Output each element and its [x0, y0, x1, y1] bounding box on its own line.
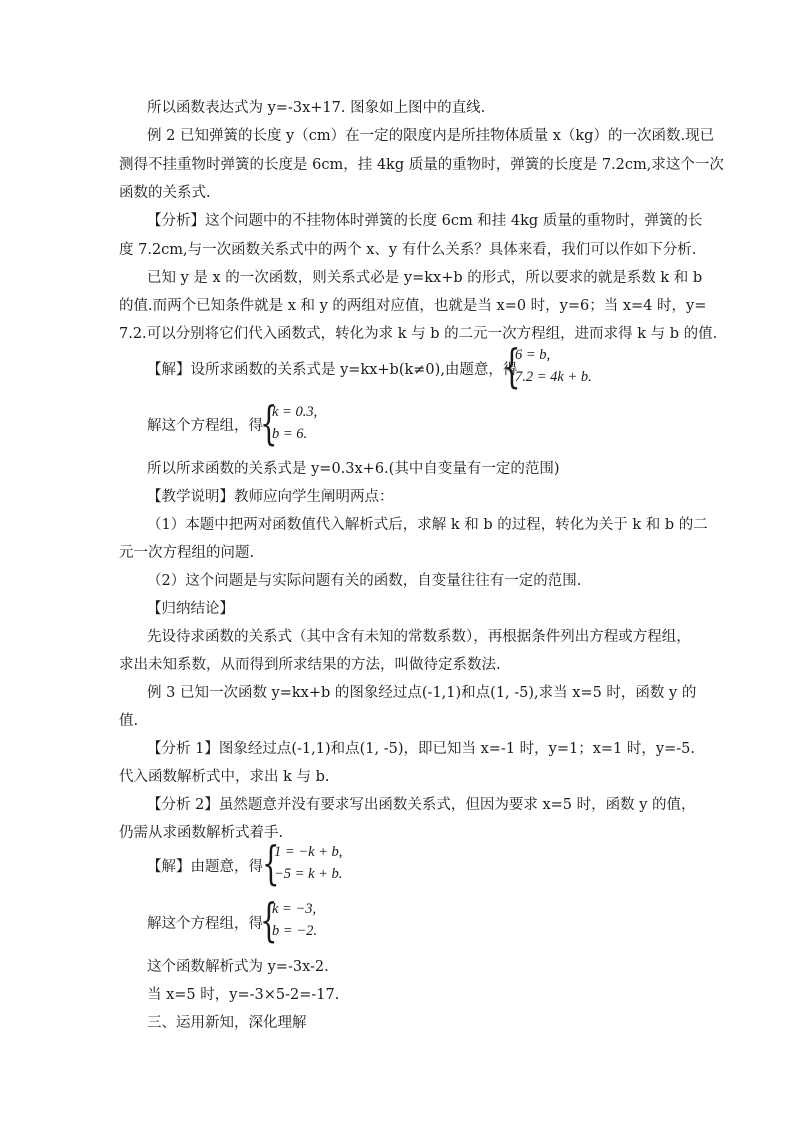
equation: 7.2 = 4k + b. [515, 369, 592, 385]
paragraph-line: （2）这个问题是与实际问题有关的函数，自变量往往有一定的范围. [147, 573, 582, 589]
equation: 6 = b, [515, 347, 551, 363]
paragraph-line: 解这个方程组，得 [147, 418, 263, 434]
paragraph-line: 元一次方程组的问题. [119, 545, 255, 561]
example-2-line: 例 2 已知弹簧的长度 y（cm）在一定的限度内是所挂物体质量 x（kg）的一次函数.现已 [147, 128, 715, 144]
equation: 1 = −k + b, [274, 844, 343, 860]
equation: −5 = k + b. [274, 866, 343, 882]
paragraph-line: 测得不挂重物时弹簧的长度是 6cm，挂 4kg 质量的重物时，弹簧的长度是 7.2cm,求这个一次 [119, 157, 724, 173]
paragraph-line: 解这个方程组，得 [147, 916, 263, 932]
brace-symbol: { [260, 893, 278, 947]
paragraph-line: 代入函数解析式中，求出 k 与 b. [119, 769, 330, 785]
analysis-line: 【分析】这个问题中的不挂物体时弹簧的长度 6cm 和挂 4kg 质量的重物时，弹簧的长 [147, 213, 703, 229]
section-heading: 三、运用新知，深化理解 [147, 1015, 307, 1031]
equation: b = 6. [272, 426, 308, 442]
paragraph-line: 函数的关系式. [119, 185, 211, 201]
solution-line: 【解】设所求函数的关系式是 y=kx+b(k≠0),由题意，得 [147, 362, 518, 378]
brace-symbol: { [262, 836, 280, 890]
paragraph-line: 7.2.可以分别将它们代入函数式，转化为求 k 与 b 的二元一次方程组，进而求得 k 与 b 的值. [119, 326, 718, 342]
brace-symbol: { [503, 339, 521, 393]
conclusion-heading: 【归纳结论】 [147, 601, 234, 617]
paragraph-line: 所以函数表达式为 y=-3x+17. 图象如上图中的直线. [147, 100, 486, 116]
paragraph-line: 先设待求函数的关系式（其中含有未知的常数系数），再根据条件列出方程或方程组， [147, 629, 691, 645]
paragraph-line: 的值.而两个已知条件就是 x 和 y 的两组对应值，也就是当 x=0 时，y=6；当 x=4 时，y= [119, 298, 707, 314]
equation: k = 0.3, [272, 404, 318, 420]
paragraph-line: 这个函数解析式为 y=-3x-2. [147, 959, 329, 975]
equation: k = −3, [272, 901, 317, 917]
solution-line: 【解】由题意，得 [147, 859, 263, 875]
paragraph-line: 已知 y 是 x 的一次函数，则关系式必是 y=kx+b 的形式，所以要求的就是系数 k 和 b [147, 270, 703, 286]
paragraph-line: 值. [119, 713, 139, 729]
teaching-note-line: 【教学说明】教师应向学生阐明两点： [147, 489, 394, 505]
paragraph-line: 所以所求函数的关系式是 y=0.3x+6.(其中自变量有一定的范围) [147, 461, 560, 477]
brace-symbol: { [260, 396, 278, 450]
paragraph-line: （1）本题中把两对函数值代入解析式后，求解 k 和 b 的过程，转化为关于 k 和 b 的二 [147, 517, 708, 533]
paragraph-line: 求出未知系数，从而得到所求结果的方法，叫做待定系数法. [119, 657, 501, 673]
equation: b = −2. [272, 923, 317, 939]
paragraph-line: 仍需从求函数解析式着手. [119, 825, 284, 841]
paragraph-line: 当 x=5 时，y=-3×5-2=-17. [147, 987, 340, 1003]
example-3-line: 例 3 已知一次函数 y=kx+b 的图象经过点(-1,1)和点(1, -5),求当 x=5 时，函数 y 的 [147, 685, 697, 701]
analysis-1-line: 【分析 1】图象经过点(-1,1)和点(1, -5)，即已知当 x=-1 时，y=1；x=1 时，y=-5. [147, 741, 695, 757]
paragraph-line: 度 7.2cm,与一次函数关系式中的两个 x、y 有什么关系？具体来看，我们可以作如下分析. [119, 242, 697, 258]
analysis-2-line: 【分析 2】虽然题意并没有要求写出函数关系式，但因为要求 x=5 时，函数 y 的值， [147, 797, 696, 813]
